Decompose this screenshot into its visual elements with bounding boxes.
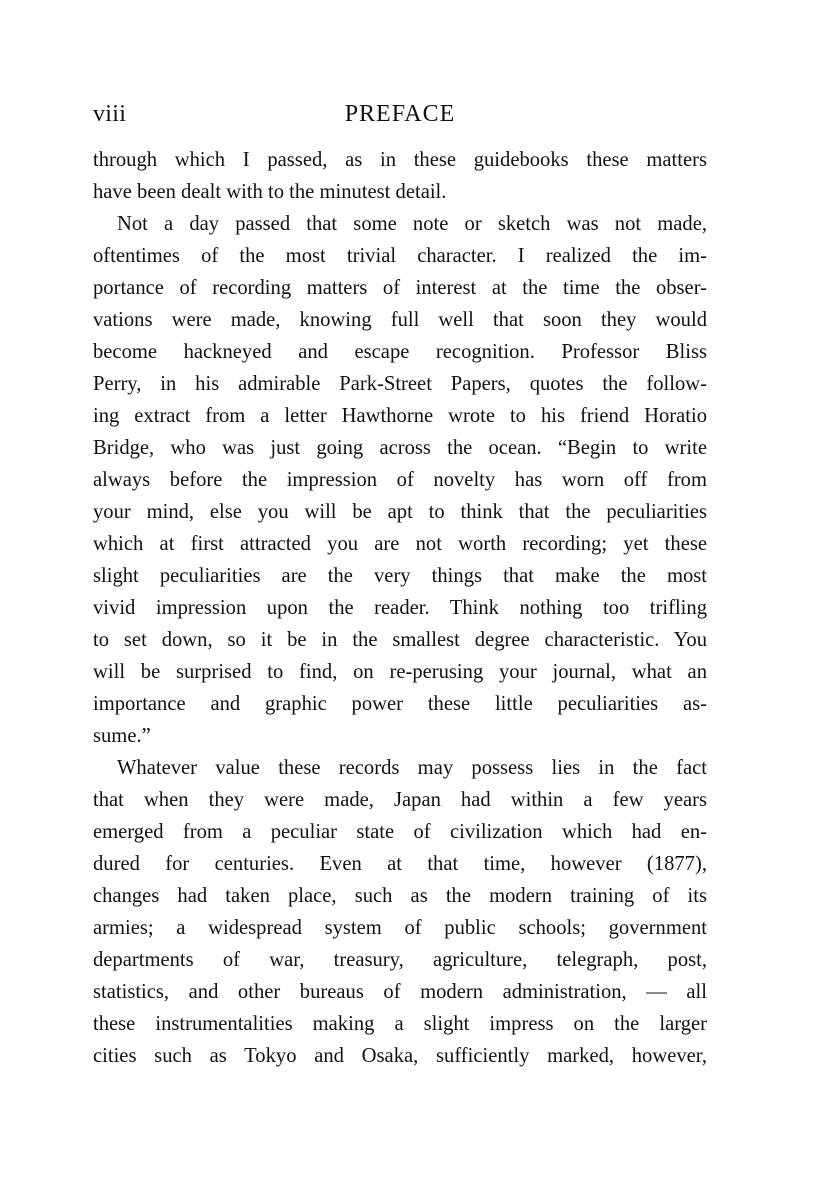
text-line: ing extract from a letter Hawthorne wrote to his friend Horatio <box>93 405 707 427</box>
text-line: to set down, so it be in the smallest degree characteristic. You <box>93 629 707 651</box>
text-line: that when they were made, Japan had within a few years <box>93 789 707 811</box>
running-head <box>93 101 707 135</box>
text-line: Perry, in his admirable Park-Street Papers, quotes the follow- <box>93 373 707 395</box>
page-number: viii <box>93 101 127 127</box>
body-text <box>93 144 707 1072</box>
text-line: Not a day passed that some note or sketch was not made, <box>117 213 707 235</box>
text-line: vations were made, knowing full well that soon they would <box>93 309 707 331</box>
text-line: will be surprised to find, on re-perusing your journal, what an <box>93 661 707 683</box>
text-line: vivid impression upon the reader. Think nothing too trifling <box>93 597 707 619</box>
text-line: armies; a widespread system of public schools; government <box>93 917 707 939</box>
text-line: have been dealt with to the minutest detail. <box>93 181 447 203</box>
text-line: cities such as Tokyo and Osaka, sufficiently marked, however, <box>93 1045 707 1067</box>
text-line: departments of war, treasury, agriculture, telegraph, post, <box>93 949 707 971</box>
text-line: through which I passed, as in these guidebooks these matters <box>93 149 707 171</box>
text-line: slight peculiarities are the very things that make the most <box>93 565 707 587</box>
paragraph <box>93 752 707 1072</box>
running-title: PREFACE <box>344 101 456 127</box>
text-line: which at first attracted you are not worth recording; yet these <box>93 533 707 555</box>
text-line: become hackneyed and escape recognition. Professor Bliss <box>93 341 707 363</box>
text-line: always before the impression of novelty has worn off from <box>93 469 707 491</box>
paragraph <box>93 144 707 208</box>
paragraph <box>93 208 707 752</box>
text-line: Whatever value these records may possess lies in the fact <box>117 757 707 779</box>
text-line: sume.” <box>93 725 151 747</box>
text-line: statistics, and other bureaus of modern administration, — all <box>93 981 707 1003</box>
text-line: dured for centuries. Even at that time, however (1877), <box>93 853 707 875</box>
text-line: Bridge, who was just going across the ocean. “Begin to write <box>93 437 707 459</box>
text-line: your mind, else you will be apt to think that the peculiarities <box>93 501 707 523</box>
text-line: importance and graphic power these little peculiarities as- <box>93 693 707 715</box>
text-line: portance of recording matters of interest at the time the obser- <box>93 277 707 299</box>
text-line: these instrumentalities making a slight impress on the larger <box>93 1013 707 1035</box>
text-line: oftentimes of the most trivial character. I realized the im- <box>93 245 707 267</box>
book-page <box>93 0 707 1191</box>
text-line: changes had taken place, such as the modern training of its <box>93 885 707 907</box>
text-line: emerged from a peculiar state of civilization which had en- <box>93 821 707 843</box>
